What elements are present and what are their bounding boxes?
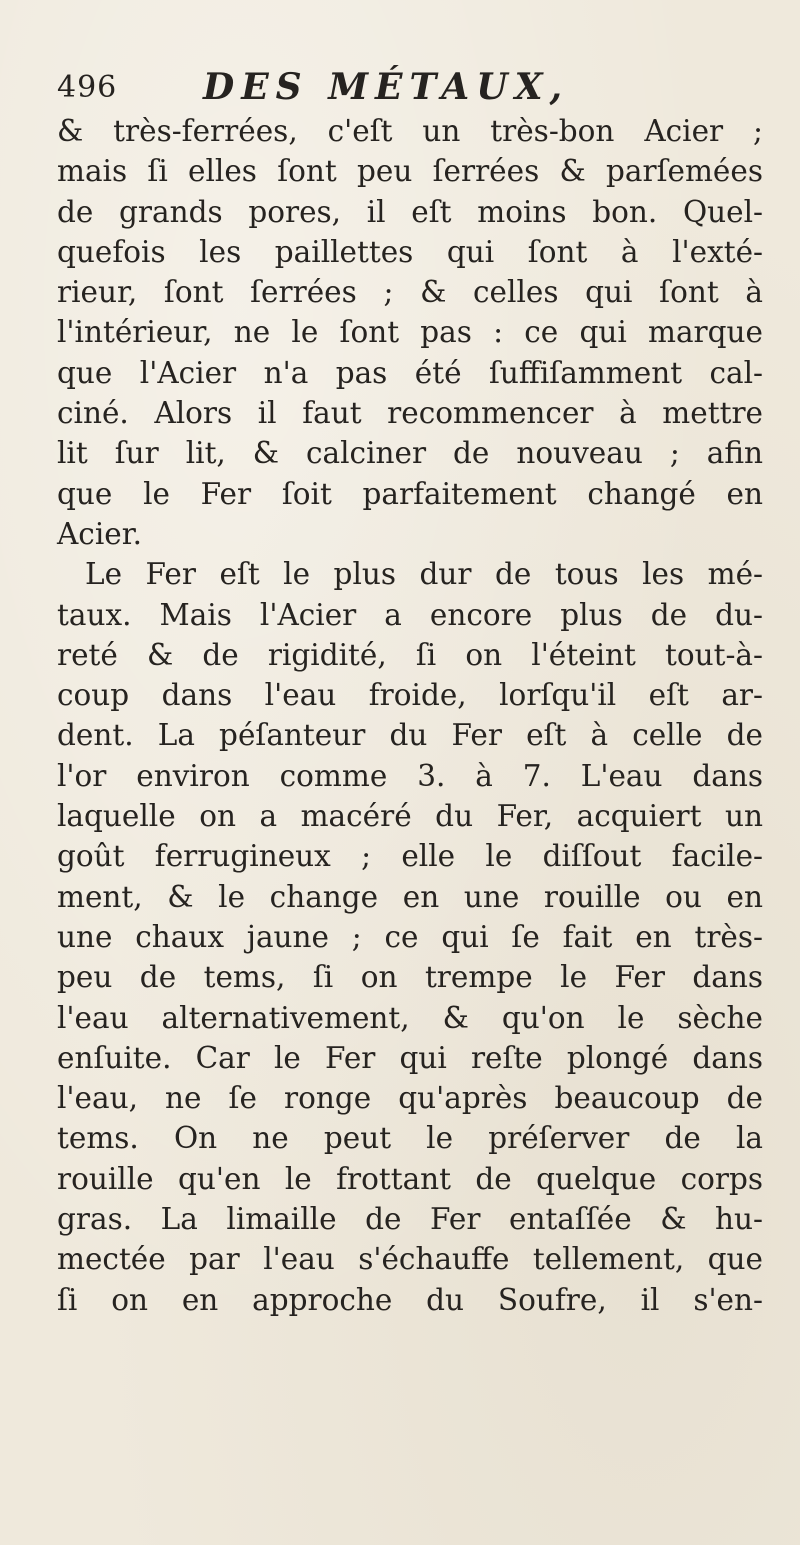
text-line: rouille qu'en le frottant de quelque corps <box>57 1161 763 1196</box>
text-line: ment, & le change en une rouille ou en <box>57 879 763 914</box>
text-line: ciné. Alors il faut recommencer à mettre <box>57 396 763 431</box>
body-text <box>57 111 763 1320</box>
text-line: & très-ferrées, c'eſt un très-bon Acier ; <box>57 114 763 148</box>
text-line: Le Fer eſt le plus dur de tous les mé- <box>85 557 763 592</box>
page-number: 496 <box>57 70 118 105</box>
text-line: l'or environ comme 3. à 7. L'eau dans <box>57 758 763 793</box>
text-line: dent. La péſanteur du Fer eſt à celle de <box>57 718 763 753</box>
text-line: l'intérieur, ne le ſont pas : ce qui marque <box>57 315 763 350</box>
text-line: taux. Mais l'Acier a encore plus de du- <box>57 597 763 632</box>
text-line: reté & de rigidité, ſi on l'éteint tout-à- <box>57 637 763 672</box>
text-line: mais ſi elles ſont peu ſerrées & parſemées <box>57 154 763 189</box>
text-line: quefois les paillettes qui ſont à l'exté- <box>57 234 763 269</box>
text-line: l'eau alternativement, & qu'on le sèche <box>57 1000 763 1035</box>
text-line: mectée par l'eau s'échauffe tellement, que <box>57 1242 763 1277</box>
text-line: que le Fer ſoit parfaitement changé en <box>57 476 763 511</box>
text-line: goût ferrugineux ; elle le diſſout facile- <box>57 839 763 874</box>
text-line: Acier. <box>57 516 142 551</box>
text-line: lit ſur lit, & calciner de nouveau ; afin <box>57 436 763 471</box>
text-line: l'eau, ne ſe ronge qu'après beaucoup de <box>57 1081 763 1116</box>
text-line: coup dans l'eau froide, lorſqu'il eſt ar- <box>57 678 763 713</box>
text-line: gras. La limaille de Fer entaſſée & hu- <box>57 1202 763 1237</box>
running-head: DES MÉTAUX, <box>203 66 570 108</box>
text-line: une chaux jaune ; ce qui ſe fait en très- <box>57 919 763 954</box>
text-line: que l'Acier n'a pas été ſuffiſamment cal- <box>57 355 763 390</box>
text-line: peu de tems, ſi on trempe le Fer dans <box>57 960 763 995</box>
text-line: ſi on en approche du Soufre, il s'en- <box>57 1282 763 1317</box>
text-line: enſuite. Car le Fer qui reſte plongé dans <box>57 1040 763 1075</box>
text-line: laquelle on a macéré du Fer, acquiert un <box>57 799 763 834</box>
text-line: tems. On ne peut le préſerver de la <box>57 1121 763 1156</box>
text-line: rieur, ſont ſerrées ; & celles qui ſont à <box>57 275 763 310</box>
text-line: de grands pores, il eſt moins bon. Quel- <box>57 194 763 229</box>
